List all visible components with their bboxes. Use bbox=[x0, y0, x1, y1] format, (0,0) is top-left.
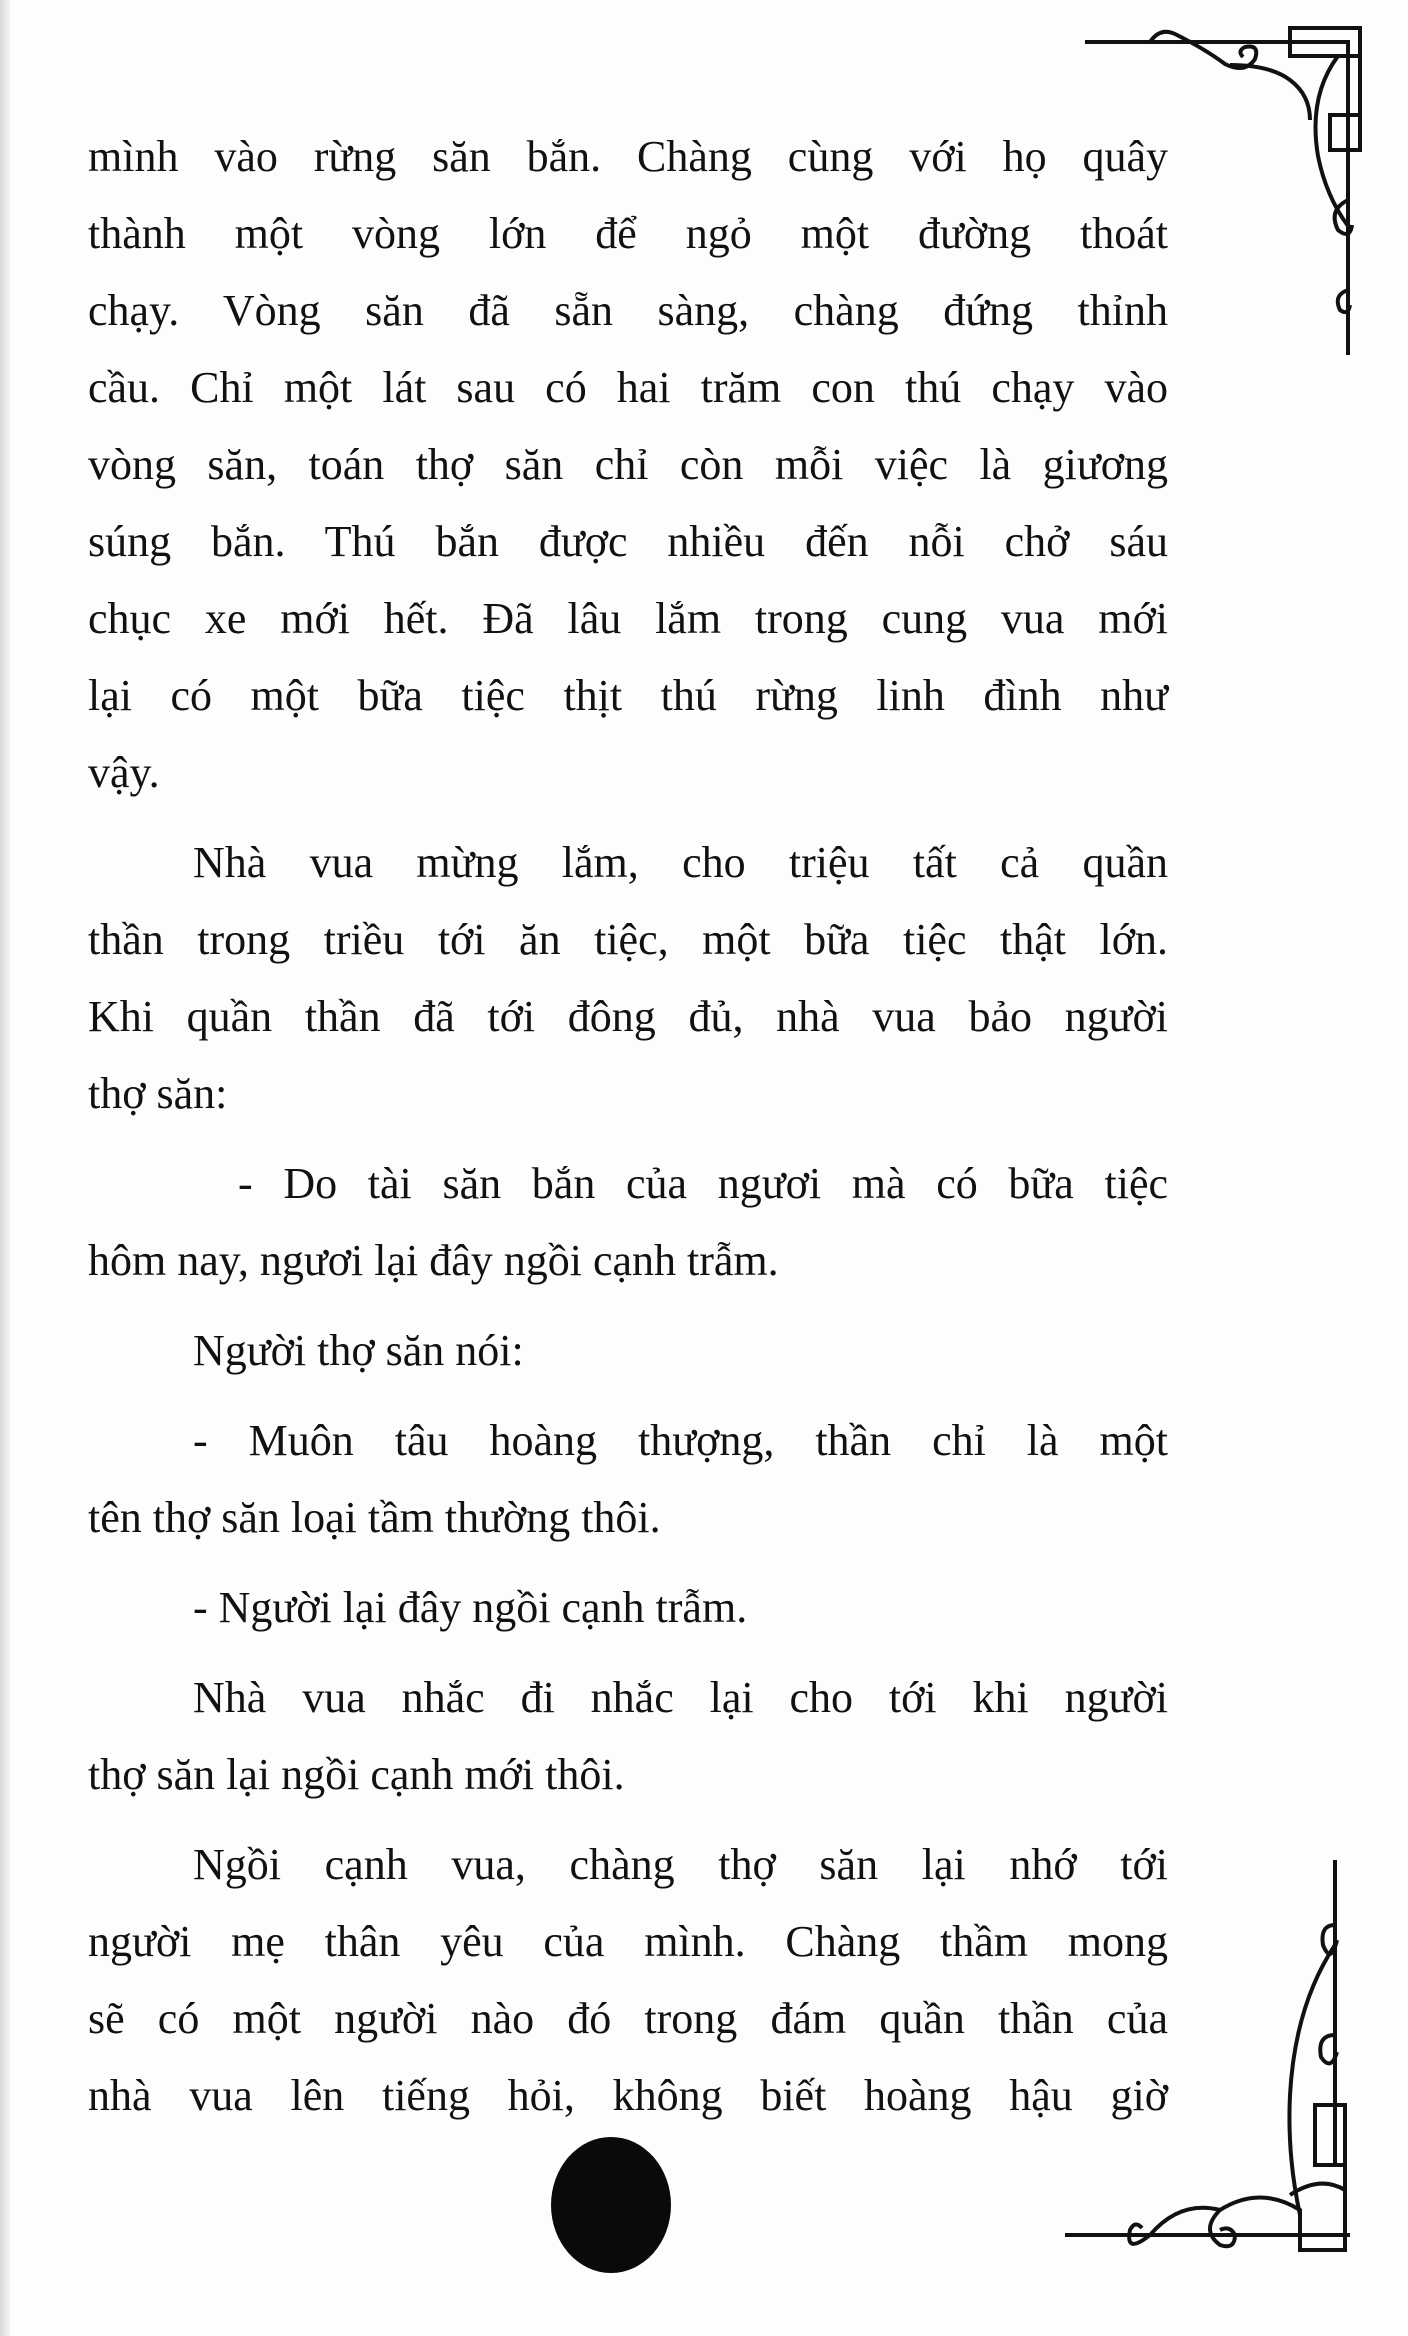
text-line: thợ săn: bbox=[88, 1069, 228, 1118]
paragraph bbox=[88, 824, 1168, 1132]
text-line: chạy. Vòng săn đã sẵn sàng, chàng đứng thỉnh bbox=[88, 286, 1168, 335]
text-line: lại có một bữa tiệc thịt thú rừng linh đình như bbox=[88, 671, 1168, 720]
paragraph bbox=[88, 1569, 1168, 1646]
text-line: Khi quần thần đã tới đông đủ, nhà vua bảo người bbox=[88, 992, 1168, 1041]
text-line: thần trong triều tới ăn tiệc, một bữa tiệc thật lớn. bbox=[88, 915, 1168, 964]
paragraph bbox=[88, 1659, 1168, 1813]
text-line: - Do tài săn bắn của ngươi mà có bữa tiệc bbox=[238, 1159, 1168, 1208]
page-dot-icon bbox=[551, 2137, 671, 2273]
text-line: Nhà vua mừng lắm, cho triệu tất cả quần bbox=[193, 838, 1168, 887]
text-line: nhà vua lên tiếng hỏi, không biết hoàng hậu giờ bbox=[88, 2071, 1168, 2120]
text-line: sẽ có một người nào đó trong đám quần thần của bbox=[88, 1994, 1168, 2043]
text-line: người mẹ thân yêu của mình. Chàng thầm mong bbox=[88, 1917, 1168, 1966]
paragraph bbox=[88, 118, 1168, 811]
paragraph bbox=[88, 1312, 1168, 1389]
page-edge-shadow bbox=[0, 0, 10, 2336]
text-line: thành một vòng lớn để ngỏ một đường thoát bbox=[88, 209, 1168, 258]
text-line: vậy. bbox=[88, 748, 160, 797]
text-line: cầu. Chỉ một lát sau có hai trăm con thú chạy vào bbox=[88, 363, 1168, 412]
paragraph bbox=[88, 1826, 1168, 2134]
paragraph bbox=[88, 1402, 1168, 1556]
body-text bbox=[88, 118, 1168, 2147]
paragraph bbox=[88, 1145, 1168, 1299]
text-line: Người thợ săn nói: bbox=[193, 1326, 524, 1375]
text-line: - Người lại đây ngồi cạnh trẫm. bbox=[193, 1583, 748, 1632]
text-line: Ngồi cạnh vua, chàng thợ săn lại nhớ tới bbox=[193, 1840, 1168, 1889]
text-line: súng bắn. Thú bắn được nhiều đến nỗi chở sáu bbox=[88, 517, 1168, 566]
text-line: hôm nay, ngươi lại đây ngồi cạnh trẫm. bbox=[88, 1236, 779, 1285]
text-line: Nhà vua nhắc đi nhắc lại cho tới khi người bbox=[193, 1673, 1168, 1722]
text-line: thợ săn lại ngồi cạnh mới thôi. bbox=[88, 1750, 625, 1799]
text-line: vòng săn, toán thợ săn chỉ còn mỗi việc là giương bbox=[88, 440, 1168, 489]
text-line: mình vào rừng săn bắn. Chàng cùng với họ quây bbox=[88, 132, 1168, 181]
text-line: tên thợ săn loại tầm thường thôi. bbox=[88, 1493, 661, 1542]
text-line: chục xe mới hết. Đã lâu lắm trong cung vua mới bbox=[88, 594, 1168, 643]
text-line: - Muôn tâu hoàng thượng, thần chỉ là một bbox=[193, 1416, 1168, 1465]
